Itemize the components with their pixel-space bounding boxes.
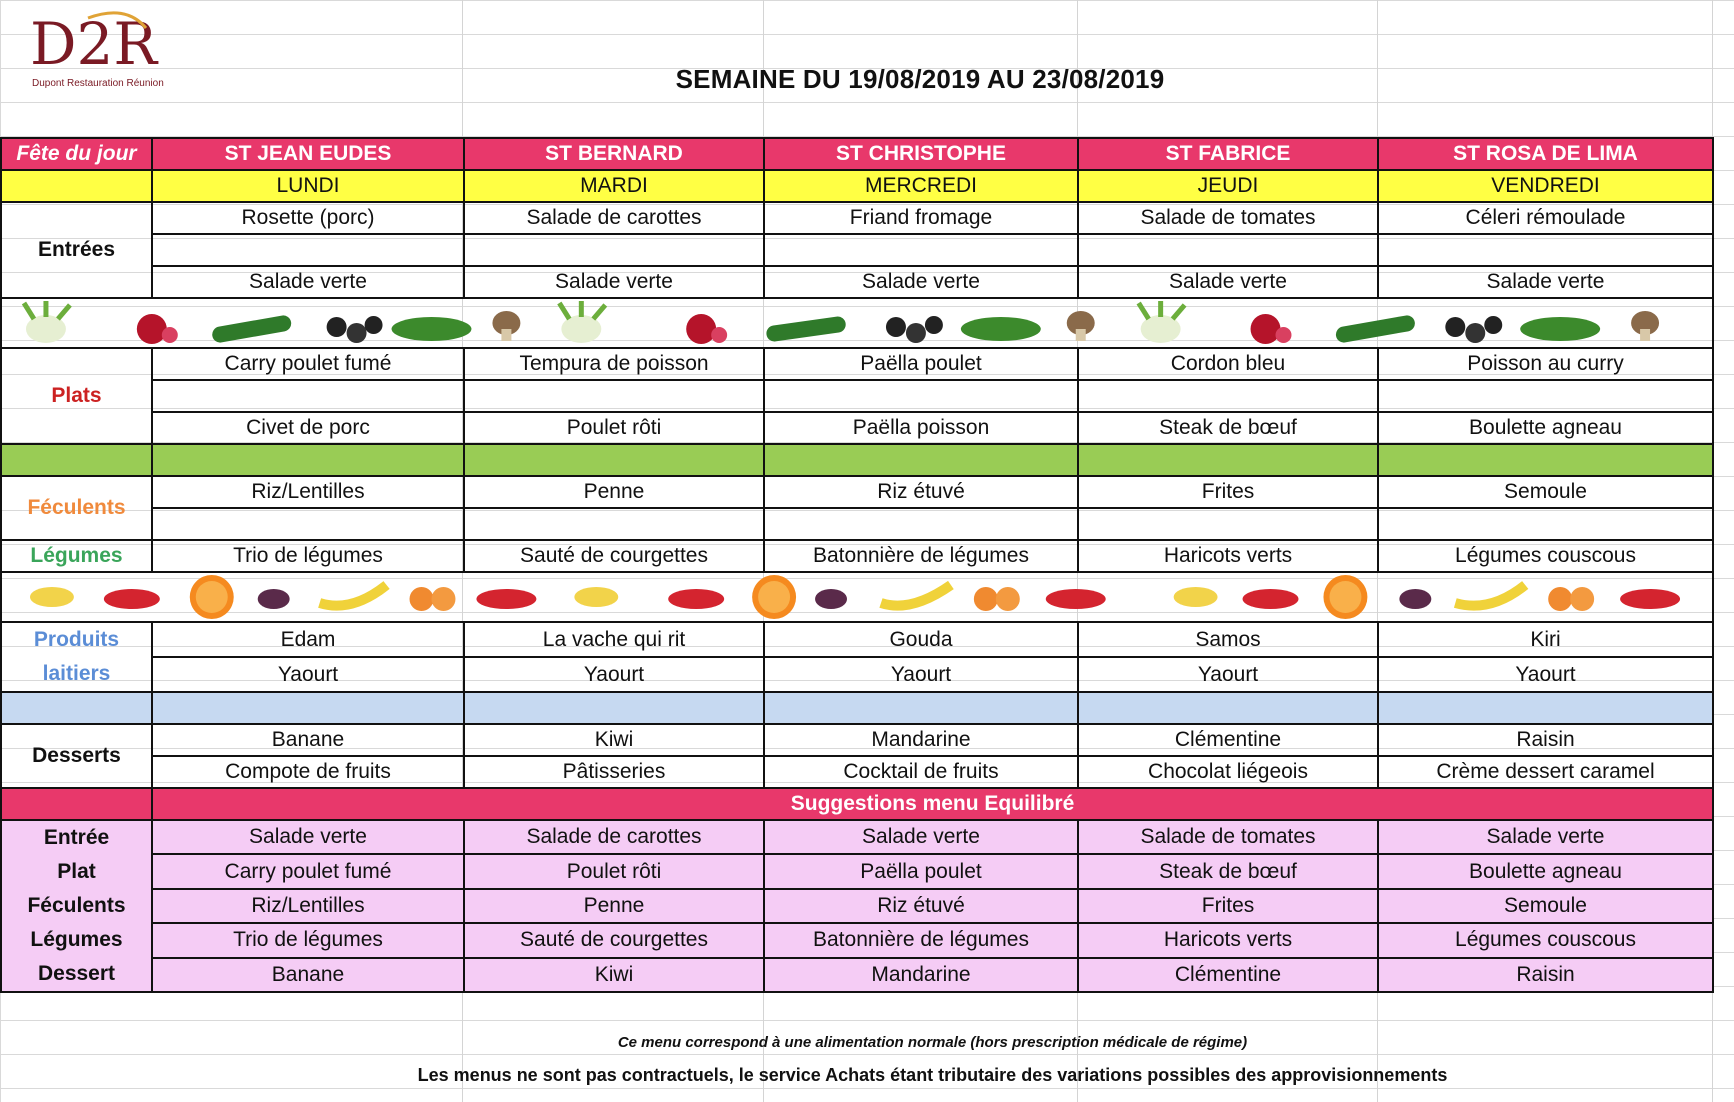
fig-icon bbox=[258, 589, 290, 609]
suggestion-cell: Kiwi bbox=[464, 958, 764, 992]
menu-cell: Salade de tomates bbox=[1078, 202, 1378, 234]
lemon-icon bbox=[30, 587, 74, 607]
desserts-row-2 bbox=[1, 756, 1713, 788]
fruits-strip bbox=[1, 572, 1713, 622]
menu-table bbox=[0, 137, 1714, 993]
menu-cell: Clémentine bbox=[1078, 724, 1378, 756]
menu-cell: Edam bbox=[152, 622, 464, 657]
separator-cell bbox=[764, 692, 1078, 724]
separator-cell bbox=[1078, 692, 1378, 724]
entrees-label: Entrées bbox=[1, 202, 152, 298]
empty-cell bbox=[464, 380, 764, 412]
suggestion-cell: Trio de légumes bbox=[152, 923, 464, 957]
suggestion-label: Féculents bbox=[27, 894, 126, 917]
menu-cell: Salade verte bbox=[1378, 266, 1713, 298]
pomegranate-icon bbox=[686, 314, 727, 344]
menu-cell: Steak de bœuf bbox=[1078, 412, 1378, 444]
separator-cell bbox=[464, 444, 764, 476]
menu-cell: Yaourt bbox=[764, 657, 1078, 692]
orange-icon bbox=[190, 575, 234, 619]
menu-cell: Penne bbox=[464, 476, 764, 508]
laitiers-label-line2: laitiers bbox=[42, 662, 111, 685]
menu-cell: Cocktail de fruits bbox=[764, 756, 1078, 788]
empty-cell bbox=[152, 234, 464, 266]
plats-label: Plats bbox=[1, 348, 152, 444]
entrees-row-2 bbox=[1, 266, 1713, 298]
suggestion-cell: Riz/Lentilles bbox=[152, 889, 464, 923]
orange-icon bbox=[1323, 575, 1367, 619]
suggestion-cell: Riz étuvé bbox=[764, 889, 1078, 923]
separator-cell bbox=[152, 444, 464, 476]
spinach-icon bbox=[392, 317, 472, 341]
raspberry-icon bbox=[1046, 589, 1106, 609]
menu-cell: Samos bbox=[1078, 622, 1378, 657]
empty-cell bbox=[1078, 380, 1378, 412]
apricot-icon bbox=[410, 587, 456, 611]
zucchini-icon bbox=[1335, 314, 1416, 344]
separator-cell bbox=[1, 444, 152, 476]
olives-icon bbox=[1445, 316, 1502, 343]
d2r-logo bbox=[22, 4, 212, 94]
day-corner bbox=[1, 170, 152, 202]
empty-cell bbox=[1078, 508, 1378, 540]
menu-cell: Poulet rôti bbox=[464, 412, 764, 444]
suggestion-cell: Batonnière de légumes bbox=[764, 923, 1078, 957]
corner-label: Fête du jour bbox=[1, 138, 152, 170]
menu-cell: Civet de porc bbox=[152, 412, 464, 444]
day-cell: JEUDI bbox=[1078, 170, 1378, 202]
suggestion-cell: Salade de tomates bbox=[1078, 820, 1378, 854]
suggestions-row bbox=[1, 958, 1713, 992]
feculents-label: Féculents bbox=[1, 476, 152, 540]
page-title: SEMAINE DU 19/08/2019 AU 23/08/2019 bbox=[675, 64, 1165, 94]
suggestion-cell: Carry poulet fumé bbox=[152, 854, 464, 888]
plats-row-1 bbox=[1, 348, 1713, 380]
vegetables-strip bbox=[1, 298, 1713, 348]
banana-icon bbox=[1455, 585, 1525, 606]
raspberry-icon bbox=[476, 589, 536, 609]
suggestion-cell: Boulette agneau bbox=[1378, 854, 1713, 888]
pomegranate-icon bbox=[137, 314, 178, 344]
menu-cell: Trio de légumes bbox=[152, 540, 464, 572]
saint-cell: ST FABRICE bbox=[1078, 138, 1378, 170]
menu-cell: La vache qui rit bbox=[464, 622, 764, 657]
separator-cell bbox=[464, 692, 764, 724]
empty-cell bbox=[464, 234, 764, 266]
day-cell: MARDI bbox=[464, 170, 764, 202]
menu-cell: Chocolat liégeois bbox=[1078, 756, 1378, 788]
menu-cell: Salade verte bbox=[464, 266, 764, 298]
menu-cell: Banane bbox=[152, 724, 464, 756]
suggestion-cell: Salade verte bbox=[152, 820, 464, 854]
desserts-row-1 bbox=[1, 724, 1713, 756]
menu-cell: Cordon bleu bbox=[1078, 348, 1378, 380]
mushroom-icon bbox=[1067, 311, 1095, 341]
suggestion-cell: Clémentine bbox=[1078, 958, 1378, 992]
zucchini-icon bbox=[765, 316, 846, 343]
saint-cell: ST ROSA DE LIMA bbox=[1378, 138, 1713, 170]
desserts-label: Desserts bbox=[1, 724, 152, 788]
spinach-icon bbox=[1520, 317, 1600, 341]
mushroom-icon bbox=[1631, 311, 1659, 341]
empty-cell bbox=[152, 380, 464, 412]
suggestion-cell: Mandarine bbox=[764, 958, 1078, 992]
menu-cell: Salade de carottes bbox=[464, 202, 764, 234]
suggestion-cell: Semoule bbox=[1378, 889, 1713, 923]
menu-cell: Yaourt bbox=[1078, 657, 1378, 692]
note-normal-diet: Ce menu correspond à une alimentation normale (hors prescription médicale de régime) bbox=[617, 1034, 1248, 1051]
banana-icon bbox=[320, 585, 387, 606]
suggestions-row bbox=[1, 820, 1713, 854]
separator-cell bbox=[1378, 692, 1713, 724]
menu-cell: Salade verte bbox=[764, 266, 1078, 298]
entrees-row-1 bbox=[1, 202, 1713, 234]
suggestion-cell: Banane bbox=[152, 958, 464, 992]
menu-cell: Kiwi bbox=[464, 724, 764, 756]
strawberry-icon bbox=[1243, 589, 1299, 609]
fig-icon bbox=[815, 589, 847, 609]
suggestions-row bbox=[1, 923, 1713, 957]
green-separator-row bbox=[1, 444, 1713, 476]
note-contract: Les menus ne sont pas contractuels, le service Achats étant tributaire des variations possibles des approvisionnements bbox=[417, 1065, 1448, 1085]
suggestion-cell: Salade verte bbox=[764, 820, 1078, 854]
separator-cell bbox=[1078, 444, 1378, 476]
apricot-icon bbox=[1548, 587, 1594, 611]
lemon-icon bbox=[1174, 587, 1218, 607]
fennel-icon bbox=[559, 301, 605, 343]
strawberry-icon bbox=[104, 589, 160, 609]
raspberry-icon bbox=[1620, 589, 1680, 609]
legumes-label: Légumes bbox=[1, 540, 152, 572]
feculents-row-empty bbox=[1, 508, 1713, 540]
empty-cell bbox=[1378, 234, 1713, 266]
suggestion-label: Entrée bbox=[43, 826, 110, 849]
suggestion-cell: Raisin bbox=[1378, 958, 1713, 992]
menu-cell: Haricots verts bbox=[1078, 540, 1378, 572]
menu-cell: Semoule bbox=[1378, 476, 1713, 508]
plats-row-2 bbox=[1, 412, 1713, 444]
fennel-icon bbox=[1139, 301, 1185, 343]
separator-cell bbox=[1, 692, 152, 724]
day-cell: MERCREDI bbox=[764, 170, 1078, 202]
suggestion-cell: Salade verte bbox=[1378, 820, 1713, 854]
empty-cell bbox=[464, 508, 764, 540]
empty-cell bbox=[1378, 508, 1713, 540]
menu-cell: Sauté de courgettes bbox=[464, 540, 764, 572]
suggestions-header-row bbox=[1, 788, 1713, 820]
mushroom-icon bbox=[492, 311, 520, 341]
menu-cell: Légumes couscous bbox=[1378, 540, 1713, 572]
empty-cell bbox=[764, 234, 1078, 266]
olives-icon bbox=[327, 316, 383, 343]
logo-text: D2R bbox=[30, 10, 158, 78]
empty-cell bbox=[1078, 234, 1378, 266]
olives-icon bbox=[886, 316, 943, 343]
menu-cell: Tempura de poisson bbox=[464, 348, 764, 380]
menu-cell: Paëlla poisson bbox=[764, 412, 1078, 444]
spinach-icon bbox=[961, 317, 1041, 341]
suggestions-row bbox=[1, 854, 1713, 888]
day-cell: LUNDI bbox=[152, 170, 464, 202]
suggestions-labels bbox=[1, 820, 152, 992]
saint-cell: ST BERNARD bbox=[464, 138, 764, 170]
menu-cell: Gouda bbox=[764, 622, 1078, 657]
suggestion-label: Dessert bbox=[37, 962, 116, 985]
suggestion-cell: Frites bbox=[1078, 889, 1378, 923]
menu-cell: Poisson au curry bbox=[1378, 348, 1713, 380]
fruits-illustration bbox=[2, 573, 1712, 621]
menu-cell: Crème dessert caramel bbox=[1378, 756, 1713, 788]
menu-cell: Riz/Lentilles bbox=[152, 476, 464, 508]
separator-cell bbox=[1378, 444, 1713, 476]
menu-cell: Rosette (porc) bbox=[152, 202, 464, 234]
empty-cell bbox=[1378, 380, 1713, 412]
laitiers-row-1 bbox=[1, 622, 1713, 657]
fennel-icon bbox=[24, 301, 70, 343]
menu-cell: Salade verte bbox=[1078, 266, 1378, 298]
menu-cell: Salade verte bbox=[152, 266, 464, 298]
suggestion-cell: Steak de bœuf bbox=[1078, 854, 1378, 888]
separator-cell bbox=[152, 692, 464, 724]
saint-cell: ST JEAN EUDES bbox=[152, 138, 464, 170]
menu-cell: Boulette agneau bbox=[1378, 412, 1713, 444]
days-row bbox=[1, 170, 1713, 202]
menu-cell: Paëlla poulet bbox=[764, 348, 1078, 380]
suggestion-cell: Salade de carottes bbox=[464, 820, 764, 854]
suggestion-cell: Légumes couscous bbox=[1378, 923, 1713, 957]
vegetables-strip-row bbox=[1, 298, 1713, 348]
empty-cell bbox=[764, 508, 1078, 540]
suggestion-cell: Penne bbox=[464, 889, 764, 923]
laitiers-row-2 bbox=[1, 657, 1713, 692]
menu-cell: Friand fromage bbox=[764, 202, 1078, 234]
menu-cell: Raisin bbox=[1378, 724, 1713, 756]
fig-icon bbox=[1399, 589, 1431, 609]
pomegranate-icon bbox=[1251, 314, 1292, 344]
menu-cell: Céleri rémoulade bbox=[1378, 202, 1713, 234]
menu-cell: Kiri bbox=[1378, 622, 1713, 657]
saint-cell: ST CHRISTOPHE bbox=[764, 138, 1078, 170]
zucchini-icon bbox=[211, 314, 292, 344]
apricot-icon bbox=[974, 587, 1020, 611]
menu-cell: Yaourt bbox=[152, 657, 464, 692]
orange-icon bbox=[752, 575, 796, 619]
suggestion-label: Légumes bbox=[30, 928, 123, 951]
menu-cell: Yaourt bbox=[1378, 657, 1713, 692]
menu-cell: Yaourt bbox=[464, 657, 764, 692]
legumes-row bbox=[1, 540, 1713, 572]
separator-cell bbox=[764, 444, 1078, 476]
fruits-strip-row bbox=[1, 572, 1713, 622]
suggestion-cell: Paëlla poulet bbox=[764, 854, 1078, 888]
day-cell: VENDREDI bbox=[1378, 170, 1713, 202]
menu-cell: Riz étuvé bbox=[764, 476, 1078, 508]
logo-subtitle: Dupont Restauration Réunion bbox=[32, 78, 164, 89]
empty-cell bbox=[764, 380, 1078, 412]
empty-cell bbox=[152, 508, 464, 540]
menu-cell: Batonnière de légumes bbox=[764, 540, 1078, 572]
feculents-row bbox=[1, 476, 1713, 508]
menu-cell: Frites bbox=[1078, 476, 1378, 508]
lemon-icon bbox=[574, 587, 618, 607]
menu-cell: Carry poulet fumé bbox=[152, 348, 464, 380]
entrees-row-empty bbox=[1, 234, 1713, 266]
laitiers-label bbox=[1, 622, 152, 692]
strawberry-icon bbox=[668, 589, 724, 609]
blue-separator-row bbox=[1, 692, 1713, 724]
saints-row bbox=[1, 138, 1713, 170]
plats-row-empty bbox=[1, 380, 1713, 412]
suggestion-cell: Sauté de courgettes bbox=[464, 923, 764, 957]
menu-cell: Pâtisseries bbox=[464, 756, 764, 788]
banana-icon bbox=[881, 585, 951, 606]
suggestions-header: Suggestions menu Equilibré bbox=[152, 788, 1713, 820]
menu-cell: Mandarine bbox=[764, 724, 1078, 756]
vegetables-illustration bbox=[2, 299, 1712, 347]
suggestion-label: Plat bbox=[57, 860, 96, 883]
suggestion-cell: Poulet rôti bbox=[464, 854, 764, 888]
suggestions-corner bbox=[1, 788, 152, 820]
suggestions-row bbox=[1, 889, 1713, 923]
laitiers-label-line1: Produits bbox=[33, 628, 120, 651]
suggestion-cell: Haricots verts bbox=[1078, 923, 1378, 957]
menu-cell: Compote de fruits bbox=[152, 756, 464, 788]
